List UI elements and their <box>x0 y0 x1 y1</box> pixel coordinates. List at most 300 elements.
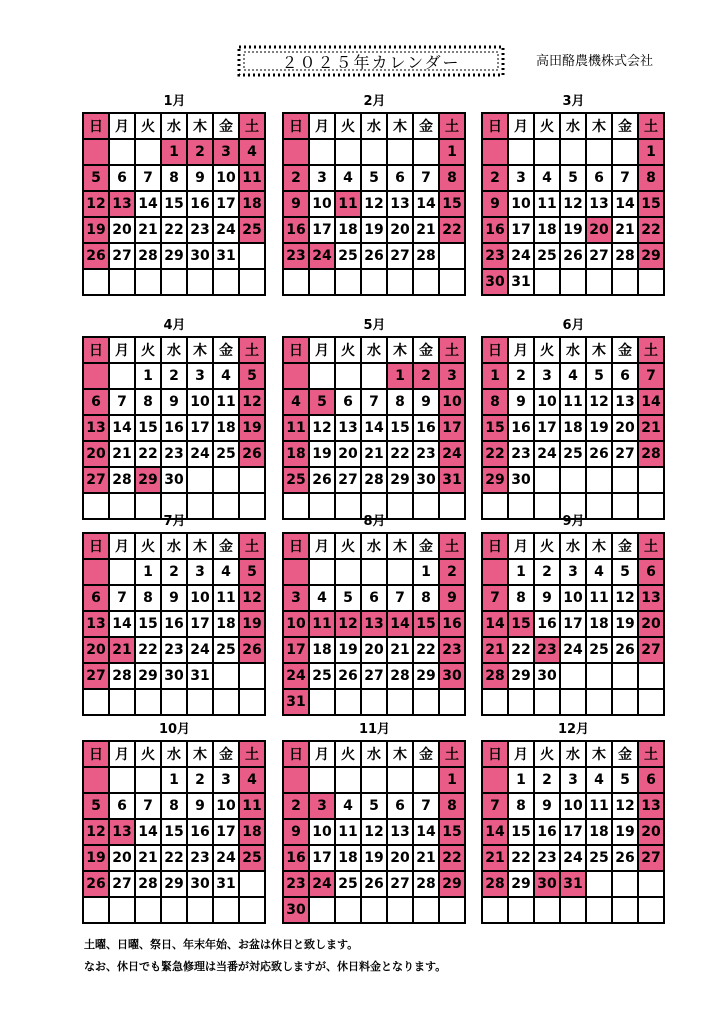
weekday-header: 水 <box>561 742 587 768</box>
day-cell: 19 <box>362 846 388 872</box>
day-cell: 26 <box>362 872 388 898</box>
day-cell: 14 <box>414 820 440 846</box>
day-cell: 3 <box>188 364 214 390</box>
weekday-header: 日 <box>84 742 110 768</box>
day-cell: 17 <box>310 218 336 244</box>
month-label: 1月 <box>163 94 186 109</box>
day-cell: 11 <box>214 390 240 416</box>
empty-cell <box>336 270 362 296</box>
month-grid <box>282 740 466 924</box>
day-cell: 17 <box>310 846 336 872</box>
day-cell: 4 <box>336 166 362 192</box>
day-cell: 4 <box>587 560 613 586</box>
empty-cell <box>561 270 587 296</box>
day-cell: 2 <box>284 794 310 820</box>
day-cell: 12 <box>84 192 110 218</box>
day-cell: 20 <box>639 612 665 638</box>
day-cell: 12 <box>613 586 639 612</box>
weekday-header: 木 <box>587 114 613 140</box>
empty-cell <box>613 468 639 494</box>
day-cell: 20 <box>336 442 362 468</box>
day-cell: 19 <box>84 218 110 244</box>
day-cell: 14 <box>483 820 509 846</box>
month-grid <box>481 112 665 296</box>
day-cell: 13 <box>639 586 665 612</box>
day-cell: 23 <box>162 638 188 664</box>
day-cell: 26 <box>310 468 336 494</box>
day-cell: 15 <box>162 192 188 218</box>
day-cell: 21 <box>414 846 440 872</box>
weekday-header: 土 <box>639 534 665 560</box>
day-cell: 29 <box>136 468 162 494</box>
day-cell: 6 <box>388 166 414 192</box>
empty-cell <box>639 664 665 690</box>
empty-cell <box>162 270 188 296</box>
day-cell: 11 <box>535 192 561 218</box>
empty-cell <box>440 898 466 924</box>
empty-cell <box>483 898 509 924</box>
day-cell: 22 <box>162 846 188 872</box>
empty-cell <box>440 270 466 296</box>
day-cell: 18 <box>214 416 240 442</box>
month-label: 5月 <box>363 318 386 333</box>
empty-cell <box>240 898 266 924</box>
day-cell: 29 <box>414 664 440 690</box>
day-cell: 21 <box>613 218 639 244</box>
day-cell: 27 <box>336 468 362 494</box>
day-cell: 27 <box>587 244 613 270</box>
weekday-header: 金 <box>613 742 639 768</box>
empty-cell <box>587 664 613 690</box>
day-cell: 10 <box>284 612 310 638</box>
day-cell: 5 <box>613 768 639 794</box>
day-cell: 1 <box>136 364 162 390</box>
month-label: 10月 <box>158 722 191 737</box>
day-cell: 13 <box>639 794 665 820</box>
day-cell: 20 <box>613 416 639 442</box>
day-cell: 19 <box>310 442 336 468</box>
day-cell: 12 <box>336 612 362 638</box>
day-cell: 7 <box>414 166 440 192</box>
day-cell: 12 <box>240 586 266 612</box>
day-cell: 22 <box>388 442 414 468</box>
empty-cell <box>414 690 440 716</box>
empty-cell <box>613 664 639 690</box>
day-cell: 15 <box>136 612 162 638</box>
month-grid <box>82 336 266 520</box>
empty-cell <box>613 690 639 716</box>
empty-cell <box>561 140 587 166</box>
empty-cell <box>110 560 136 586</box>
day-cell: 3 <box>561 560 587 586</box>
empty-cell <box>336 364 362 390</box>
day-cell: 25 <box>310 664 336 690</box>
day-cell: 6 <box>613 364 639 390</box>
weekday-header: 金 <box>414 534 440 560</box>
day-cell: 22 <box>136 638 162 664</box>
day-cell: 25 <box>587 846 613 872</box>
day-cell: 22 <box>414 638 440 664</box>
day-cell: 18 <box>310 638 336 664</box>
day-cell: 17 <box>561 612 587 638</box>
day-cell: 18 <box>561 416 587 442</box>
day-cell: 5 <box>587 364 613 390</box>
empty-cell <box>388 270 414 296</box>
day-cell: 24 <box>188 638 214 664</box>
day-cell: 16 <box>483 218 509 244</box>
day-cell: 25 <box>561 442 587 468</box>
weekday-header: 火 <box>336 534 362 560</box>
day-cell: 8 <box>509 586 535 612</box>
day-cell: 2 <box>188 768 214 794</box>
day-cell: 3 <box>310 794 336 820</box>
day-cell: 1 <box>440 768 466 794</box>
empty-cell <box>388 140 414 166</box>
weekday-header: 土 <box>440 338 466 364</box>
day-cell: 10 <box>310 820 336 846</box>
day-cell: 8 <box>639 166 665 192</box>
month-grid <box>282 112 466 296</box>
day-cell: 26 <box>240 442 266 468</box>
day-cell: 3 <box>310 166 336 192</box>
empty-cell <box>136 768 162 794</box>
day-cell: 13 <box>587 192 613 218</box>
day-cell: 25 <box>284 468 310 494</box>
day-cell: 9 <box>535 586 561 612</box>
day-cell: 14 <box>136 192 162 218</box>
day-cell: 6 <box>110 166 136 192</box>
empty-cell <box>509 898 535 924</box>
day-cell: 8 <box>162 794 188 820</box>
day-cell: 2 <box>284 166 310 192</box>
empty-cell <box>535 468 561 494</box>
weekday-header: 月 <box>509 534 535 560</box>
day-cell: 27 <box>110 244 136 270</box>
month-label: 9月 <box>562 514 585 529</box>
weekday-header: 木 <box>388 114 414 140</box>
weekday-header: 水 <box>362 534 388 560</box>
day-cell: 19 <box>84 846 110 872</box>
day-cell: 28 <box>639 442 665 468</box>
day-cell: 13 <box>362 612 388 638</box>
weekday-header: 火 <box>336 114 362 140</box>
day-cell: 14 <box>110 416 136 442</box>
empty-cell <box>162 690 188 716</box>
day-cell: 25 <box>214 638 240 664</box>
weekday-header: 日 <box>84 534 110 560</box>
day-cell: 18 <box>336 846 362 872</box>
day-cell: 7 <box>388 586 414 612</box>
day-cell: 6 <box>639 768 665 794</box>
day-cell: 5 <box>613 560 639 586</box>
empty-cell <box>188 468 214 494</box>
note-line-1: 土曜、日曜、祭日、年末年始、お盆は休日と致します。 <box>84 938 359 951</box>
day-cell: 4 <box>535 166 561 192</box>
day-cell: 22 <box>162 218 188 244</box>
day-cell: 28 <box>483 664 509 690</box>
weekday-header: 日 <box>84 338 110 364</box>
day-cell: 1 <box>414 560 440 586</box>
weekday-header: 水 <box>561 534 587 560</box>
day-cell: 31 <box>509 270 535 296</box>
day-cell: 26 <box>84 244 110 270</box>
empty-cell <box>639 872 665 898</box>
empty-cell <box>639 898 665 924</box>
day-cell: 23 <box>535 846 561 872</box>
weekday-header: 土 <box>440 742 466 768</box>
day-cell: 24 <box>310 244 336 270</box>
weekday-header: 土 <box>440 534 466 560</box>
day-cell: 7 <box>613 166 639 192</box>
day-cell: 1 <box>162 768 188 794</box>
weekday-header: 日 <box>483 338 509 364</box>
day-cell: 25 <box>240 846 266 872</box>
day-cell: 26 <box>240 638 266 664</box>
empty-cell <box>613 140 639 166</box>
empty-cell <box>336 140 362 166</box>
day-cell: 18 <box>284 442 310 468</box>
day-cell: 17 <box>561 820 587 846</box>
day-cell: 6 <box>84 586 110 612</box>
weekday-header: 月 <box>310 534 336 560</box>
day-cell: 12 <box>362 192 388 218</box>
day-cell: 20 <box>388 846 414 872</box>
day-cell: 25 <box>336 872 362 898</box>
day-cell: 17 <box>535 416 561 442</box>
day-cell: 24 <box>535 442 561 468</box>
empty-cell <box>214 270 240 296</box>
day-cell: 25 <box>587 638 613 664</box>
day-cell: 14 <box>110 612 136 638</box>
day-cell: 10 <box>561 794 587 820</box>
day-cell: 4 <box>561 364 587 390</box>
day-cell: 2 <box>440 560 466 586</box>
empty-cell <box>587 898 613 924</box>
day-cell: 3 <box>509 166 535 192</box>
day-cell: 22 <box>509 638 535 664</box>
day-cell: 1 <box>639 140 665 166</box>
weekday-header: 木 <box>388 338 414 364</box>
month-grid <box>82 532 266 716</box>
day-cell: 7 <box>362 390 388 416</box>
weekday-header: 土 <box>240 742 266 768</box>
empty-cell <box>362 364 388 390</box>
day-cell: 14 <box>639 390 665 416</box>
empty-cell <box>110 140 136 166</box>
day-cell: 14 <box>136 820 162 846</box>
day-cell: 24 <box>561 638 587 664</box>
day-cell: 29 <box>509 664 535 690</box>
day-cell: 19 <box>362 218 388 244</box>
empty-cell <box>336 898 362 924</box>
day-cell: 29 <box>509 872 535 898</box>
day-cell: 27 <box>110 872 136 898</box>
day-cell: 10 <box>440 390 466 416</box>
month-grid <box>282 532 466 716</box>
day-cell: 9 <box>284 820 310 846</box>
weekday-header: 月 <box>509 742 535 768</box>
empty-cell <box>84 560 110 586</box>
day-cell: 21 <box>136 846 162 872</box>
day-cell: 18 <box>535 218 561 244</box>
day-cell: 14 <box>388 612 414 638</box>
day-cell: 3 <box>214 768 240 794</box>
day-cell: 9 <box>162 586 188 612</box>
day-cell: 15 <box>414 612 440 638</box>
day-cell: 1 <box>440 140 466 166</box>
weekday-header: 木 <box>188 114 214 140</box>
day-cell: 11 <box>310 612 336 638</box>
day-cell: 7 <box>110 390 136 416</box>
day-cell: 30 <box>440 664 466 690</box>
day-cell: 22 <box>440 846 466 872</box>
day-cell: 12 <box>561 192 587 218</box>
notes <box>84 934 446 978</box>
day-cell: 23 <box>440 638 466 664</box>
empty-cell <box>613 872 639 898</box>
weekday-header: 火 <box>136 114 162 140</box>
day-cell: 10 <box>310 192 336 218</box>
day-cell: 4 <box>214 560 240 586</box>
day-cell: 26 <box>613 846 639 872</box>
day-cell: 11 <box>587 586 613 612</box>
empty-cell <box>483 560 509 586</box>
day-cell: 11 <box>336 192 362 218</box>
day-cell: 3 <box>440 364 466 390</box>
day-cell: 29 <box>162 872 188 898</box>
empty-cell <box>284 140 310 166</box>
day-cell: 15 <box>162 820 188 846</box>
company-name: 高田酪農機株式会社 <box>536 54 654 69</box>
day-cell: 6 <box>336 390 362 416</box>
day-cell: 1 <box>509 768 535 794</box>
day-cell: 30 <box>162 468 188 494</box>
day-cell: 20 <box>388 218 414 244</box>
day-cell: 29 <box>639 244 665 270</box>
empty-cell <box>587 690 613 716</box>
day-cell: 9 <box>509 390 535 416</box>
day-cell: 25 <box>535 244 561 270</box>
day-cell: 14 <box>362 416 388 442</box>
empty-cell <box>240 468 266 494</box>
day-cell: 8 <box>414 586 440 612</box>
day-cell: 13 <box>84 612 110 638</box>
weekday-header: 土 <box>639 338 665 364</box>
empty-cell <box>214 898 240 924</box>
day-cell: 8 <box>509 794 535 820</box>
day-cell: 20 <box>587 218 613 244</box>
day-cell: 5 <box>84 794 110 820</box>
empty-cell <box>110 768 136 794</box>
day-cell: 18 <box>336 218 362 244</box>
day-cell: 19 <box>561 218 587 244</box>
day-cell: 29 <box>483 468 509 494</box>
day-cell: 17 <box>214 820 240 846</box>
day-cell: 17 <box>188 612 214 638</box>
weekday-header: 日 <box>483 534 509 560</box>
weekday-header: 金 <box>414 742 440 768</box>
weekday-header: 金 <box>414 114 440 140</box>
day-cell: 26 <box>561 244 587 270</box>
month-grid <box>481 336 665 520</box>
empty-cell <box>284 270 310 296</box>
day-cell: 29 <box>162 244 188 270</box>
day-cell: 5 <box>362 794 388 820</box>
day-cell: 27 <box>639 638 665 664</box>
empty-cell <box>240 664 266 690</box>
day-cell: 13 <box>84 416 110 442</box>
day-cell: 24 <box>310 872 336 898</box>
day-cell: 12 <box>240 390 266 416</box>
weekday-header: 火 <box>535 534 561 560</box>
day-cell: 20 <box>110 218 136 244</box>
weekday-header: 火 <box>535 742 561 768</box>
weekday-header: 水 <box>362 338 388 364</box>
day-cell: 4 <box>240 768 266 794</box>
day-cell: 5 <box>240 364 266 390</box>
day-cell: 9 <box>440 586 466 612</box>
day-cell: 29 <box>388 468 414 494</box>
day-cell: 2 <box>414 364 440 390</box>
empty-cell <box>336 560 362 586</box>
day-cell: 16 <box>162 612 188 638</box>
day-cell: 11 <box>240 166 266 192</box>
empty-cell <box>188 690 214 716</box>
empty-cell <box>188 270 214 296</box>
day-cell: 29 <box>440 872 466 898</box>
weekday-header: 月 <box>509 338 535 364</box>
day-cell: 22 <box>440 218 466 244</box>
day-cell: 18 <box>240 192 266 218</box>
weekday-header: 土 <box>240 534 266 560</box>
day-cell: 23 <box>535 638 561 664</box>
month-label: 8月 <box>363 514 386 529</box>
day-cell: 10 <box>214 794 240 820</box>
day-cell: 30 <box>483 270 509 296</box>
day-cell: 28 <box>613 244 639 270</box>
day-cell: 26 <box>613 638 639 664</box>
empty-cell <box>310 768 336 794</box>
empty-cell <box>136 690 162 716</box>
month-label: 7月 <box>163 514 186 529</box>
day-cell: 21 <box>362 442 388 468</box>
day-cell: 23 <box>188 218 214 244</box>
weekday-header: 月 <box>509 114 535 140</box>
day-cell: 16 <box>535 612 561 638</box>
empty-cell <box>310 690 336 716</box>
empty-cell <box>509 690 535 716</box>
day-cell: 11 <box>561 390 587 416</box>
empty-cell <box>388 560 414 586</box>
empty-cell <box>414 140 440 166</box>
calendar-title-box <box>236 44 506 78</box>
day-cell: 28 <box>388 664 414 690</box>
day-cell: 16 <box>162 416 188 442</box>
day-cell: 17 <box>188 416 214 442</box>
day-cell: 12 <box>587 390 613 416</box>
day-cell: 4 <box>214 364 240 390</box>
empty-cell <box>110 270 136 296</box>
day-cell: 5 <box>362 166 388 192</box>
empty-cell <box>535 140 561 166</box>
day-cell: 13 <box>336 416 362 442</box>
day-cell: 11 <box>214 586 240 612</box>
day-cell: 24 <box>214 846 240 872</box>
empty-cell <box>240 244 266 270</box>
day-cell: 2 <box>483 166 509 192</box>
empty-cell <box>214 690 240 716</box>
day-cell: 4 <box>284 390 310 416</box>
